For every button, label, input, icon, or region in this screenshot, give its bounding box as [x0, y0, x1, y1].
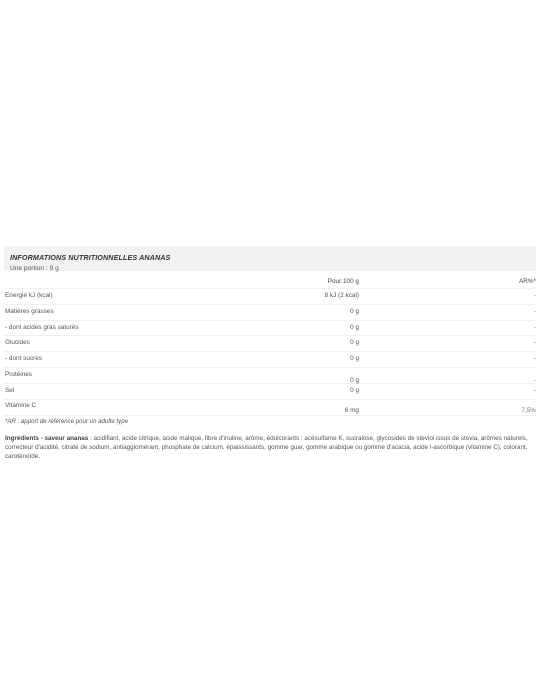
- nutrition-header: [4, 246, 536, 271]
- row-value-ar: -: [533, 339, 536, 347]
- row-value-ar: -: [533, 355, 536, 363]
- row-value-per100: 0 g: [350, 376, 359, 384]
- row-label: Matières grasses: [5, 307, 54, 315]
- row-label: Glucides: [5, 339, 30, 347]
- reference-footnote: *AR : apport de référence pour un adulte type: [5, 417, 128, 425]
- table-row-sel: [4, 384, 536, 400]
- table-row-energie: [4, 289, 536, 305]
- ingredients-text: [4, 434, 537, 461]
- column-header-per100: Pour 100 g: [327, 278, 359, 285]
- row-value-per100: 8 kJ (2 kcal): [324, 292, 359, 299]
- nutrition-title: INFORMATIONS NUTRITIONNELLES ANANAS: [10, 253, 171, 262]
- row-value-per100: 0 g: [350, 339, 359, 347]
- table-header-row: [4, 277, 536, 289]
- row-label: - dont sucres: [5, 355, 42, 363]
- table-row-proteines: [4, 368, 536, 384]
- row-value-per100: 0 g: [350, 307, 359, 315]
- row-label: Protéines: [5, 370, 32, 378]
- row-value-per100: 0 g: [350, 386, 359, 394]
- table-row-vitamine-c: [4, 400, 536, 416]
- row-label: Energie kJ (kcal): [5, 292, 53, 299]
- table-row-matieres-grasses: [4, 305, 536, 321]
- table-row-sucres: [4, 352, 536, 368]
- table-row-acides-gras-satures: [4, 321, 536, 337]
- row-value-ar: -: [533, 376, 536, 384]
- column-header-ar: AR%*: [518, 278, 536, 285]
- portion-size: Une portion : 9 g: [10, 265, 59, 272]
- row-value-per100: 0 g: [350, 355, 359, 363]
- row-value-ar: 7,5%: [521, 406, 536, 414]
- ingredients-list: : acidifiant, acide citrique, acide malique, fibre d'inuline, arôme, édulcorants : acésulfame K, sucralose, glycosides de steviol issus de stevia, arômes naturels, correcteur d'acidité, citrate de sodium, antiagglomérant, phosphate de calcium, épaississants, gomme guar, gomme arabique ou gomme d'acacia, acide l-ascorbique (vitamine C), colorant, caroténoïde.: [5, 434, 528, 460]
- row-value-ar: -: [533, 307, 536, 315]
- ingredients-label: Ingrédients - saveur ananas: [5, 434, 89, 442]
- row-label: Sel: [5, 386, 15, 394]
- row-value-ar: -: [533, 292, 536, 299]
- table-row-glucides: [4, 336, 536, 352]
- nutrition-panel: [4, 246, 536, 461]
- row-value-ar: -: [533, 323, 536, 331]
- row-value-ar: -: [533, 386, 536, 394]
- row-value-per100: 6 mg: [344, 406, 359, 414]
- row-label: Vitamine C: [5, 401, 37, 409]
- row-value-per100: 0 g: [350, 323, 359, 331]
- row-label: - dont acides gras saturés: [5, 323, 79, 331]
